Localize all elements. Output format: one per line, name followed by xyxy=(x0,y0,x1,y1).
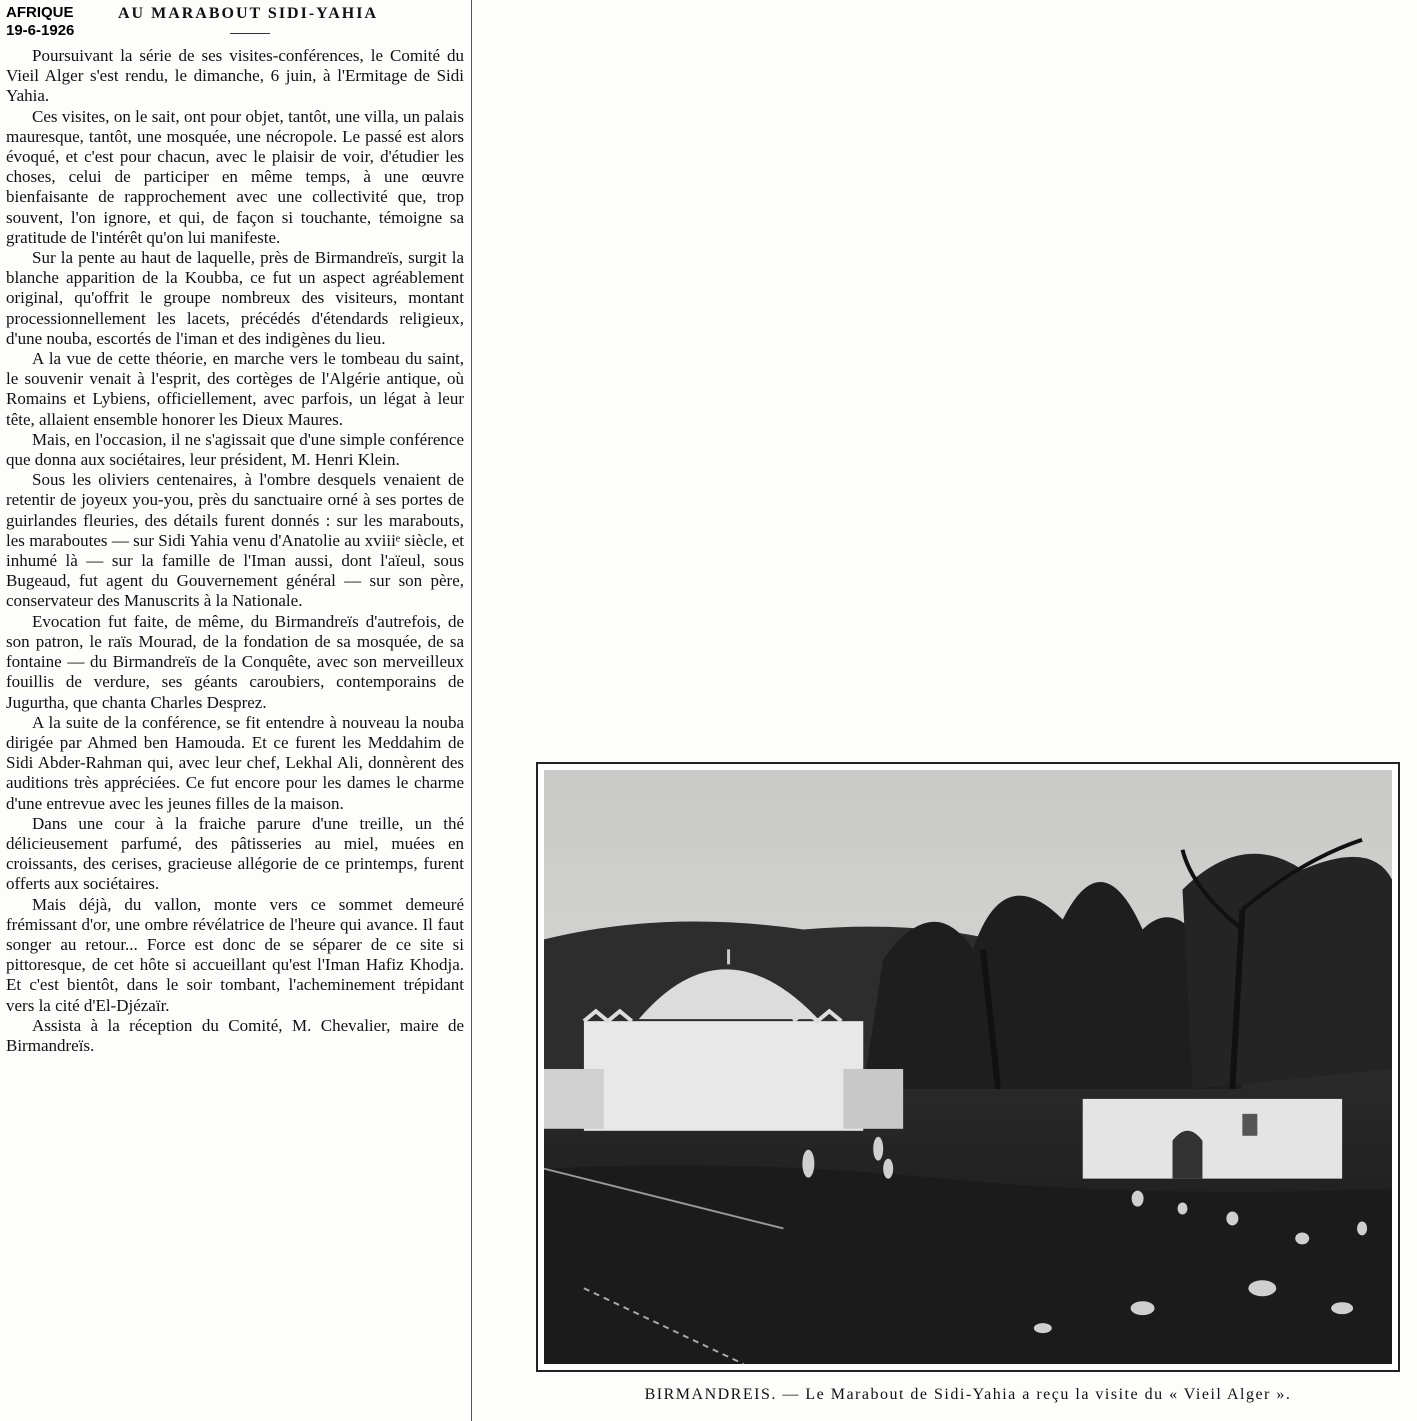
paragraph: Mais, en l'occasion, il ne s'agissait que d'une simple conférence que donna aux sociétaires, leur président, M. Henri Klein. xyxy=(6,429,464,470)
column-divider xyxy=(471,0,472,1421)
article-body xyxy=(6,46,464,1056)
stamp-date: 19-6-1926 xyxy=(6,22,75,39)
paragraph: Sous les oliviers centenaires, à l'ombre desquels venaient de retentir de joyeux you-you, près du sanctuaire orné à ses portes de guirlandes fleuries, des détails furent donnés : sur les marabouts, les maraboutes — sur Sidi Yahia venu d'Anatolie au xviiiᵉ siècle, et inhumé là — sur la famille de l'Iman aussi, dont l'aïeul, sous Bugeaud, fut agent du Gouvernement général — sur son père, conservateur des Manuscrits à la Nationale. xyxy=(6,470,464,611)
paragraph: Dans une cour à la fraiche parure d'une treille, un thé délicieusement parfumé, des pâtisseries au miel, muées en croissants, des cerises, gracieuse allégorie de ce printemps, furent offerts aux sociétaires. xyxy=(6,813,464,894)
stamp-source: AFRIQUE xyxy=(6,4,74,21)
paragraph: A la suite de la conférence, se fit entendre à nouveau la nouba dirigée par Ahmed ben Hamouda. Et ce furent les Meddahim de Sidi Abder-Rahman qui, avec leur chef, Lekhal Ali, donnèrent des auditions très appréciées. Ce fut encore pour les dames le charme d'une entrevue avec les jeunes filles de la maison. xyxy=(6,712,464,813)
title-divider xyxy=(230,33,270,34)
paragraph: Mais déjà, du vallon, monte vers ce sommet demeuré frémissant d'or, une ombre révélatrice de l'heure qui avance. Il faut songer au retour... Force est donc de se séparer de ce site si pittoresque, de cet hôte si accueillant qu'est l'Iman Hafiz Khodja. Et c'est bientôt, dans le soir tombant, l'acheminement trépidant vers la cité d'El-Djézaïr. xyxy=(6,894,464,1015)
paragraph: Evocation fut faite, de même, du Birmandreïs d'autrefois, de son patron, le raïs Mourad, de la fondation de sa mosquée, de sa fontaine — du Birmandreïs de la Conquête, avec son merveilleux fouillis de verdure, ses géants caroubiers, contemporains de Jugurtha, que chanta Charles Desprez. xyxy=(6,611,464,712)
paragraph: Sur la pente au haut de laquelle, près de Birmandreïs, surgit la blanche apparition de la Koubba, ce fut un aspect agréablement original, qu'offrit le groupe nombreux des visiteurs, montant processionnellement les lacets, précédés d'étendards religieux, d'une nouba, escortés de l'iman et des indigènes du lieu. xyxy=(6,248,464,348)
paragraph: Poursuivant la série de ses visites-conférences, le Comité du Vieil Alger s'est rendu, le dimanche, 6 juin, à l'Ermitage de Sidi Yahia. xyxy=(6,46,464,106)
paragraph: Assista à la réception du Comité, M. Chevalier, maire de Birmandreïs. xyxy=(6,1015,464,1055)
koubba-photo-illustration xyxy=(544,770,1392,1364)
clipping-stamp xyxy=(6,4,74,40)
paragraph: Ces visites, on le sait, ont pour objet, tantôt, une villa, un palais mauresque, tantôt, une mosquée, une nécropole. Le passé est alors évoqué, et c'est pour chacun, avec le plaisir de voir, d'étudier les choses, celui de participer en même temps, à une œuvre bienfaisante de rapprochement avec une collectivité que, trop souvent, l'on ignore, et qui, de façon si touchante, témoigne sa gratitude de l'intérêt qu'on lui manifeste. xyxy=(6,106,464,247)
paragraph: A la vue de cette théorie, en marche vers le tombeau du saint, le souvenir venait à l'esprit, des cortèges de l'Algérie antique, où Romains et Lybiens, officiellement, avec parfois, un légat à leur tête, allaient ensemble honorer les Dieux Maures. xyxy=(6,349,464,429)
article-title: AU MARABOUT SIDI-YAHIA xyxy=(117,5,379,22)
marabout-photo xyxy=(536,762,1400,1372)
photo-caption: BIRMANDREIS. — Le Marabout de Sidi-Yahia a reçu la visite du « Vieil Alger ». xyxy=(644,1386,1292,1403)
